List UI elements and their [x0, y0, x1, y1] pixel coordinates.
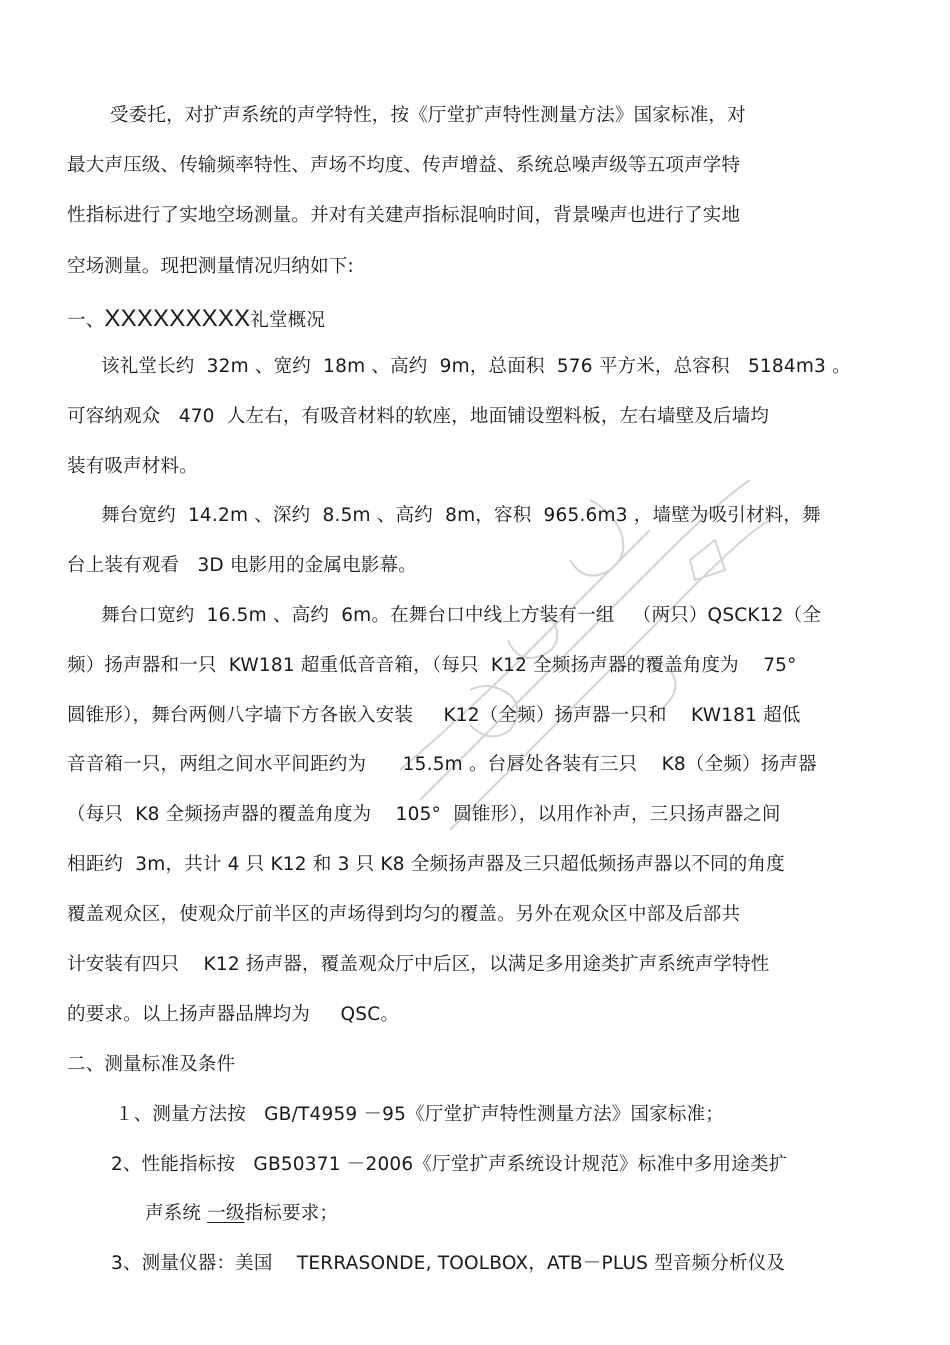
speakers-line-6: 相距约 3m，共计 4 只 K12 和 3 只 K8 全频扬声器及三只超低频扬声器以不同的角度 [67, 854, 785, 875]
section2-heading: 二、测量标准及条件 [67, 1054, 236, 1075]
intro-line-1: 受委托，对扩声系统的声学特性，按《厅堂扩声特性测量方法》国家标准，对 [110, 105, 746, 126]
intro-line-2: 最大声压级、传输频率特性、声场不均度、传声增益、系统总噪声级等五项声学特 [67, 155, 741, 176]
intro-line-4: 空场测量。现把测量情况归纳如下: [67, 256, 354, 277]
hall-line-1: 该礼堂长约 32m 、宽约 18m 、高约 9m，总面积 576 平方米，总容积 5184m3 。 [101, 356, 851, 377]
hall-line-2: 可容纳观众 470 人左右，有吸音材料的软座，地面铺设塑料板，左右墙壁及后墙均 [67, 406, 770, 427]
stage-line-2: 台上装有观看 3D 电影用的金属电影幕。 [67, 555, 417, 576]
speakers-line-9: 的要求。以上扬声器品牌均为 QSC。 [67, 1004, 400, 1025]
stage-line-1: 舞台宽约 14.2m 、深约 8.5m 、高约 8m，容积 965.6m3 ，墙壁为吸引材料，舞 [101, 505, 821, 526]
speakers-line-4: 音音箱一只，两组之间水平间距约为 15.5m 。台唇处各装有三只 K8（全频）扬声器 [67, 754, 817, 775]
section1-prefix: 一、 [67, 310, 105, 331]
standard-item-2-cont [145, 1205, 338, 1224]
item2-pre: 声系统 [145, 1203, 208, 1224]
speakers-line-3: 圆锥形），舞台两侧八字墙下方各嵌入安装 K12（全频）扬声器一只和 KW181 超低 [67, 705, 801, 726]
intro-line-3: 性指标进行了实地空场测量。并对有关建声指标混响时间，背景噪声也进行了实地 [67, 205, 741, 226]
section1-heading [67, 307, 325, 331]
item2-post: 指标要求； [244, 1203, 339, 1224]
hall-line-3: 装有吸声材料。 [67, 456, 198, 477]
speakers-line-5: （每只 K8 全频扬声器的覆盖角度为 105° 圆锥形），以用作补声，三只扬声器之间 [67, 804, 781, 825]
speakers-line-8: 计安装有四只 K12 扬声器，覆盖观众厅中后区，以满足多用途类扩声系统声学特性 [67, 954, 770, 975]
item2-level: 一级 [207, 1203, 245, 1224]
speakers-line-1: 舞台口宽约 16.5m 、高约 6m。在舞台口中线上方装有一组 （两只）QSCK12（全 [101, 605, 822, 626]
section1-hall-name: XXXXXXXXX [104, 305, 251, 332]
standard-item-2: 2、性能指标按 GB50371 －2006《厅堂扩声系统设计规范》标准中多用途类扩 [111, 1154, 788, 1175]
speakers-line-2: 频）扬声器和一只 KW181 超重低音音箱，（每只 K12 全频扬声器的覆盖角度为 75° [67, 655, 797, 676]
speakers-line-7: 覆盖观众区，使观众厅前半区的声场得到均匀的覆盖。另外在观众区中部及后部共 [67, 904, 741, 925]
standard-item-3: 3、测量仪器：美国 TERRASONDE, TOOLBOX，ATB－PLUS 型音频分析仪及 [111, 1253, 786, 1274]
section1-suffix: 礼堂概况 [250, 310, 326, 331]
standard-item-1: １、测量方法按 GB/T4959 －95《厅堂扩声特性测量方法》国家标准； [115, 1104, 725, 1125]
